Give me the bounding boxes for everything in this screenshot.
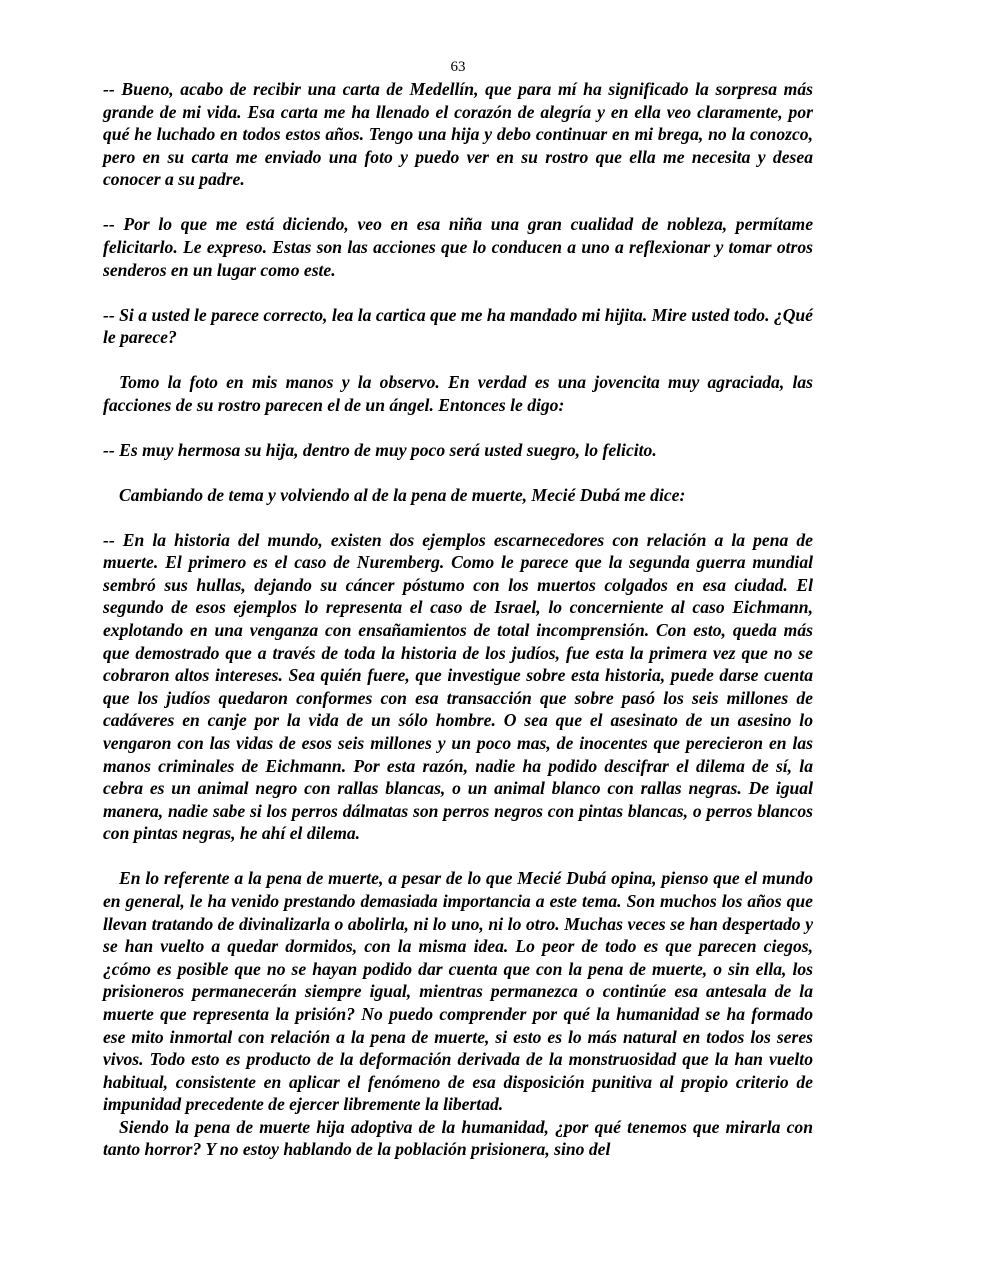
paragraph-letter-news: -- Bueno, acabo de recibir una carta de Medellín, que para mí ha significado la sorpresa más grande de mi vida. Esa carta me ha llenado el corazón de alegría y en ella veo claramente, por qué he luchado en todos estos años. Tengo una hija y debo continuar en mi brega, no la conozco, pero en su carta me enviado una foto y puedo ver en su rostro que ella me necesita y desea conocer a su padre.: [103, 79, 813, 190]
paragraph-adoptive-daughter: Siendo la pena de muerte hija adoptiva de la humanidad, ¿por qué tenemos que mirarla con tanto horror? Y no estoy hablando de la población prisionera, sino del: [103, 1116, 813, 1160]
paragraph-congratulation: -- Por lo que me está diciendo, veo en esa niña una gran cualidad de nobleza, permítame felicitarlo. Le expreso. Estas son las acciones que lo conducen a uno a reflexionar y tomar otros senderos en un lugar como este.: [103, 214, 813, 280]
paragraph-change-topic: Cambiando de tema y volviendo al de la pena de muerte, Mecié Dubá me dice:: [119, 484, 686, 505]
text-body: [103, 78, 813, 1161]
paragraph-history-examples: -- En la historia del mundo, existen dos ejemplos escarnecedores con relación a la pena de muerte. El primero es el caso de Nuremberg. Como le parece que la segunda guerra mundial sembró sus hullas, dejando su cáncer póstumo con los muertos colgados en esa ciudad. El segundo de esos ejemplos lo representa el caso de Israel, lo concerniente al caso Eichmann, explotando en una venganza con ensañamientos de total incomprensión. Con esto, queda más que demostrado que a través de toda la historia de los judíos, fue esta la primera vez que no se cobraron altos intereses. Sea quién fuere, que investigue sobre esta historia, puede darse cuenta que los judíos quedaron conformes con esa transacción que sobre pasó los seis millones de cadáveres en canje por la vida de un sólo hombre. O sea que el asesinato de un asesino lo vengaron con las vidas de esos seis millones y un poco mas, de inocentes que perecieron en las manos criminales de Eichmann. Por esta razón, nadie ha podido descifrar el dilema de sí, la cebra es un animal negro con rallas blancas, o un animal blanco con rallas negras. De igual manera, nadie sabe si los perros dálmatas son perros negros con pintas blancas, o perros blancos con pintas negras, he ahí el dilema.: [103, 529, 813, 844]
paragraph-read-letter: -- Si a usted le parece correcto, lea la cartica que me ha mandado mi hijita. Mire usted todo. ¿Qué le parece?: [103, 304, 813, 348]
paragraph-photo: Tomo la foto en mis manos y la observo. En verdad es una jovencita muy agraciada, las facciones de su rostro parecen el de un ángel. Entonces le digo:: [103, 372, 813, 415]
paragraph-death-penalty-opinion: En lo referente a la pena de muerte, a pesar de lo que Mecié Dubá opina, pienso que el mundo en general, le ha venido prestando demasiada importancia a este tema. Son muchos los años que llevan tratando de divinalizarla o abolirla, ni lo uno, ni lo otro. Muchas veces se han despertado y se han vuelto a quedar dormidos, con la misma idea. Lo peor de todo es que parecen ciegos, ¿cómo es posible que no se hayan podido dar cuenta que con la pena de muerte, o sin ella, los prisioneros permanecerán siempre igual, mientras permanezca o continúe esa antesala de la muerte que representa la prisión? No puedo comprender por qué la humanidad se ha formado ese mito inmortal con relación a la pena de muerte, si esto es lo más natural en todos los seres vivos. Todo esto es producto de la deformación derivada de la monstruosidad que la han vuelto habitual, consistente en aplicar el fenómeno de esa disposición punitiva al propio criterio de impunidad precedente de ejercer libremente la libertad.: [103, 868, 813, 1115]
page-number: 63: [450, 59, 466, 75]
paragraph-beautiful-daughter: -- Es muy hermosa su hija, dentro de muy poco será usted suegro, lo felicito.: [103, 439, 657, 460]
